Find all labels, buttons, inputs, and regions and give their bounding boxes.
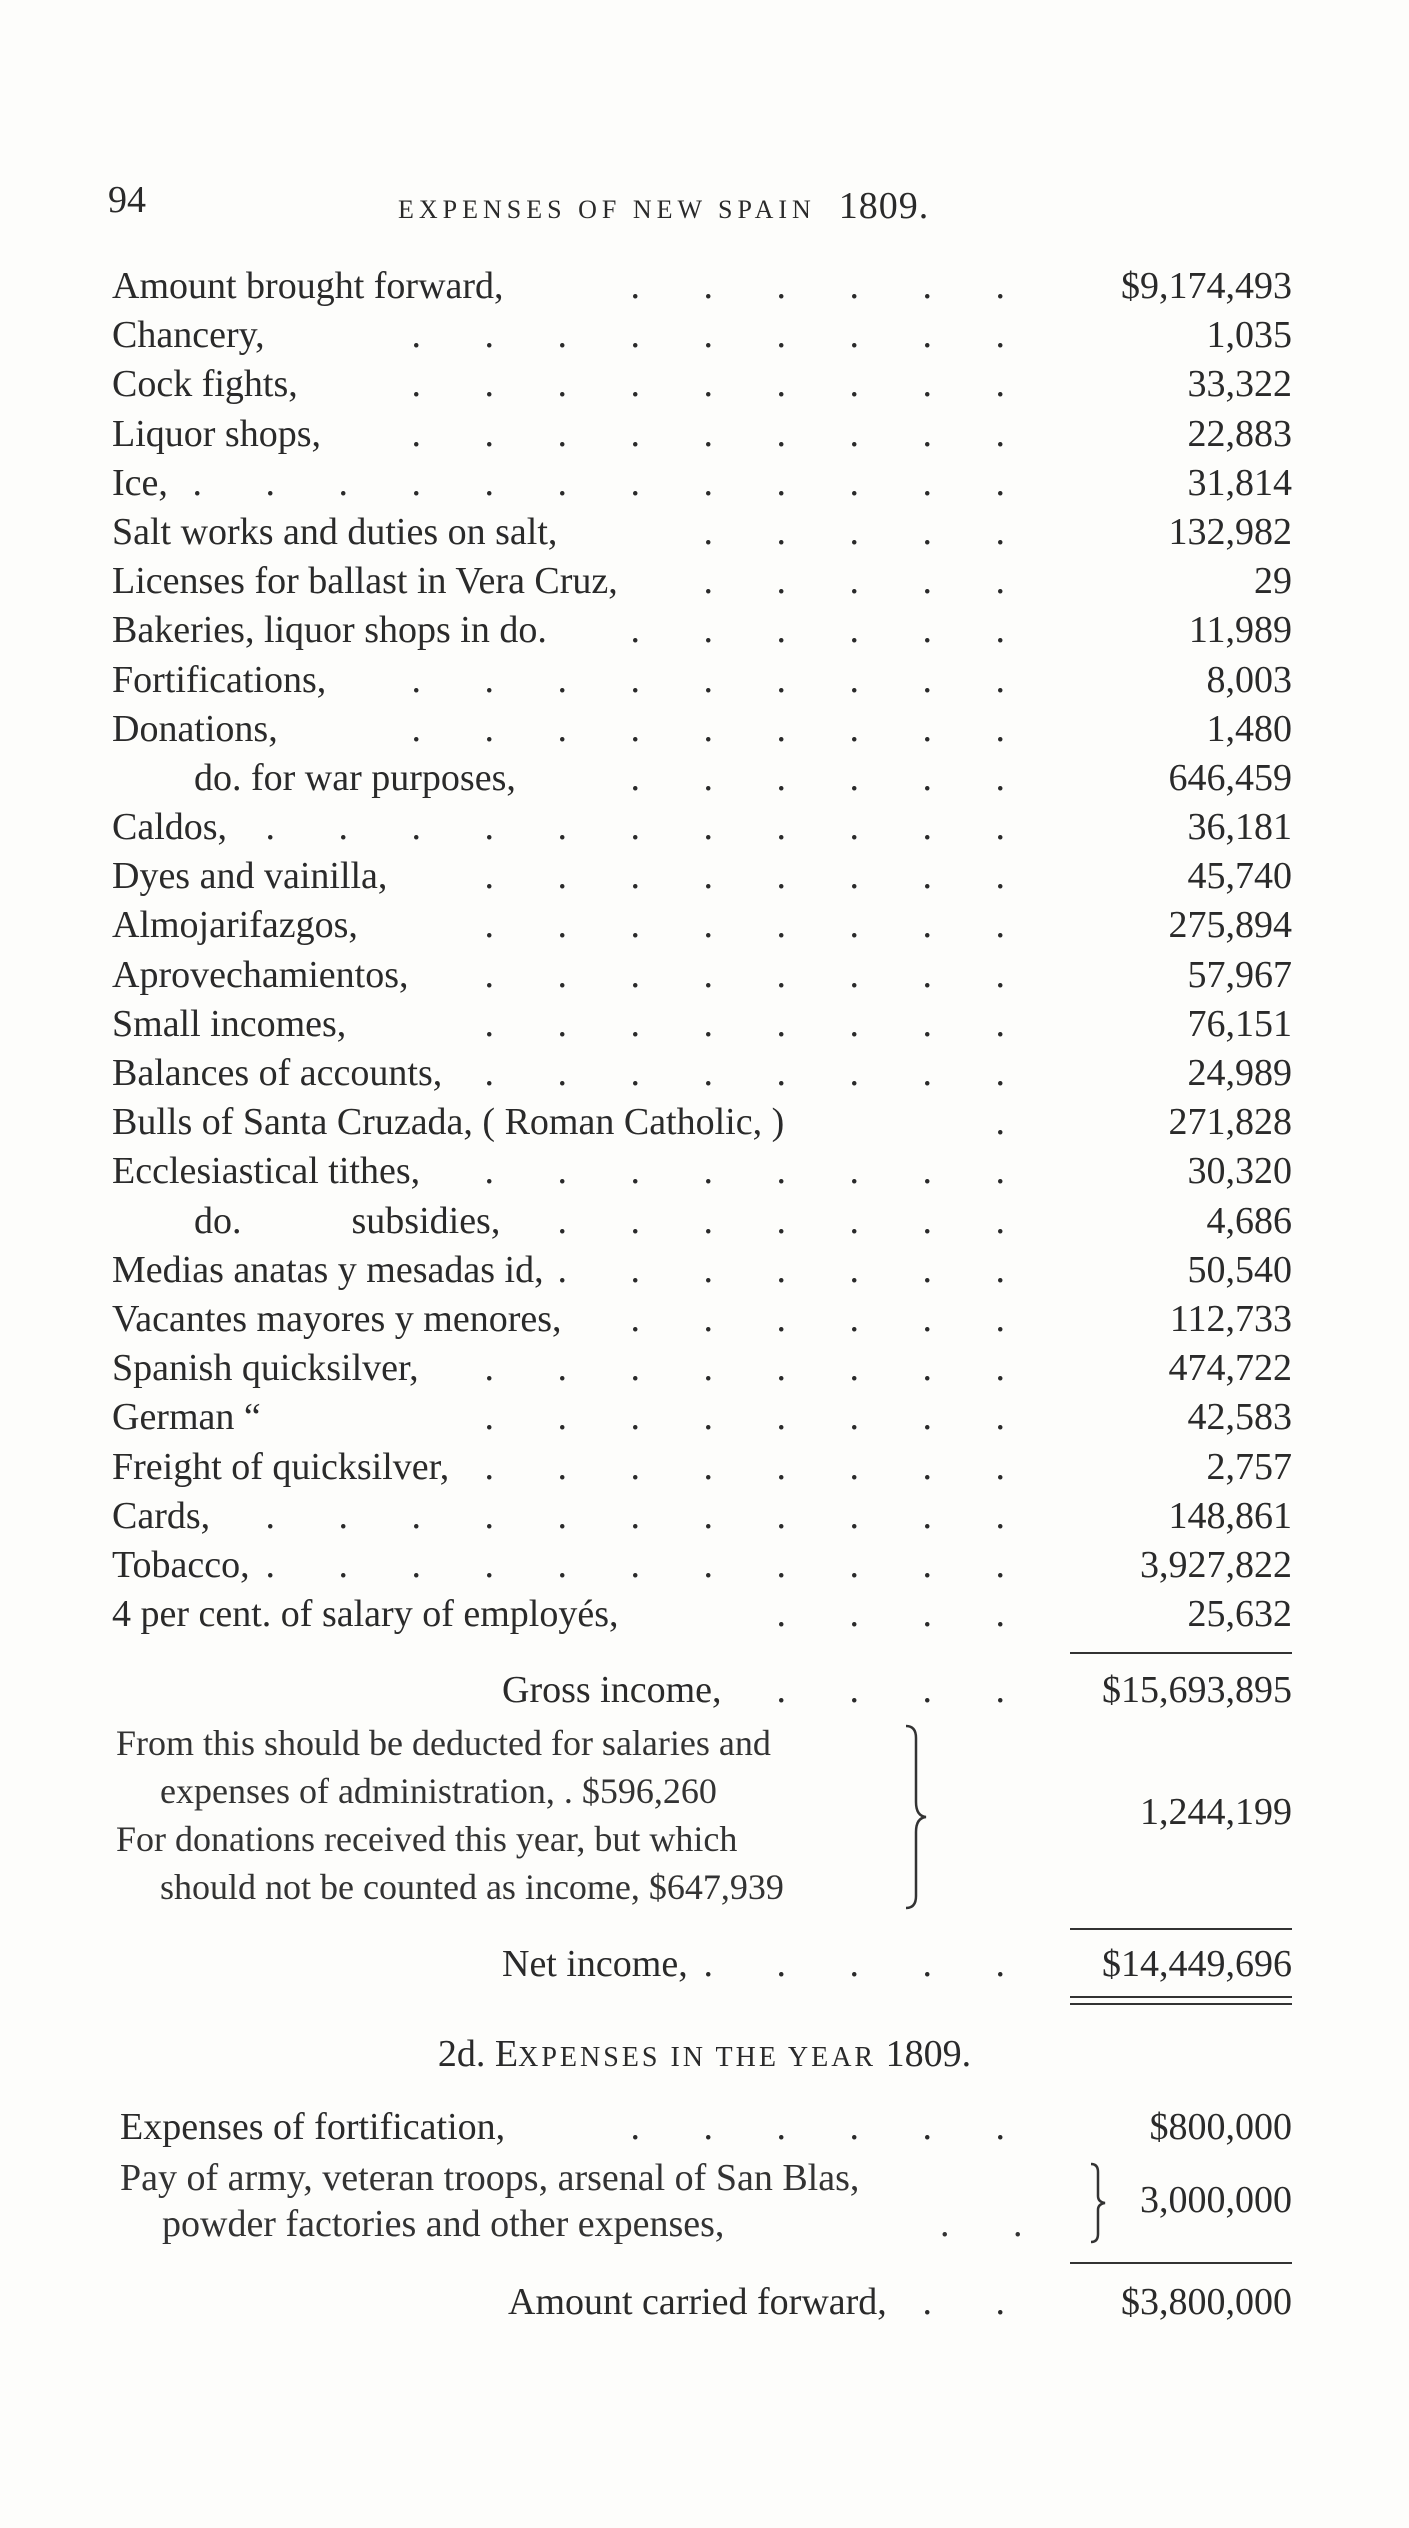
ledger-row-leader-dots: . . . . . . . .: [484, 855, 1032, 898]
net-income-label: Net income,: [502, 1943, 688, 1985]
army-dots: . .: [940, 2203, 1050, 2245]
net-income-amount: $14,449,696: [1102, 1943, 1292, 1985]
ledger-row-amount: 4,686: [1206, 1199, 1292, 1242]
ledger-row-amount: 45,740: [1187, 855, 1292, 898]
ledger-row: [112, 508, 1292, 557]
ledger-row-label: Tobacco,: [112, 1543, 250, 1586]
gross-income-label: Gross income,: [502, 1669, 722, 1711]
ledger-row-label: Licenses for ballast in Vera Cruz,: [112, 560, 618, 603]
ledger-row-leader-dots: . . . . . .: [630, 265, 1032, 307]
ledger-row-amount: 76,151: [1187, 1002, 1292, 1045]
ledger-row-leader-dots: . . . . . . . .: [484, 904, 1032, 947]
ledger-row-amount: $9,174,493: [1121, 265, 1292, 307]
ledger-row-amount: 42,583: [1187, 1396, 1292, 1439]
net-income-dots: . . . . .: [703, 1943, 1032, 1985]
section-title-smallcaps: XPENSES IN THE YEAR: [518, 2042, 877, 2073]
deduction-line-2: expenses of administration, . $596,260: [160, 1771, 717, 1811]
army-line-1: Pay of army, veteran troops, arsenal of San Blas,: [120, 2157, 860, 2199]
ledger-row-leader-dots: . . . . . . . .: [484, 1445, 1032, 1488]
ledger-row-label: Cards,: [112, 1494, 211, 1537]
ledger-row: [112, 311, 1292, 360]
ledger-row-label: Caldos,: [112, 806, 228, 849]
ledger-row-leader-dots: . . . . . . . . .: [411, 412, 1032, 455]
ledger-row-label: Freight of quicksilver,: [112, 1445, 450, 1488]
ledger-row: [112, 606, 1292, 655]
page-header: [108, 178, 1301, 227]
ledger-row-label: Bulls of Santa Cruzada, ( Roman Catholic, ): [112, 1101, 785, 1144]
ledger-row-label: Ice,: [112, 461, 168, 504]
ledger-row-label: Chancery,: [112, 314, 265, 357]
net-rule: [1070, 1928, 1292, 1930]
ledger-row-label: Vacantes mayores y menores,: [112, 1297, 562, 1340]
amount-carried-label: Amount carried forward,: [508, 2281, 887, 2323]
running-title: [398, 184, 929, 228]
ledger-row: [112, 1492, 1292, 1541]
fortification-expense-dots: . . . . . .: [630, 2106, 1032, 2148]
section-initial: E: [494, 2033, 519, 2075]
net-double-rule-bottom: [1070, 2003, 1292, 2005]
ledger-row-label: Ecclesiastical tithes,: [112, 1150, 421, 1193]
ledger-row-amount: 30,320: [1187, 1150, 1292, 1193]
ledger-row-amount: 8,003: [1206, 658, 1292, 701]
ledger-row-label: Liquor shops,: [112, 412, 321, 455]
fortification-expense-row: [120, 2103, 1292, 2152]
ledger-row-leader-dots: . . . . .: [703, 510, 1032, 553]
ledger-row-amount: 1,480: [1206, 707, 1292, 750]
ledger-row-leader-dots: . . . . . . . . . . .: [265, 1543, 1032, 1586]
ledger-row-amount: 2,757: [1206, 1445, 1292, 1488]
carried-rule: [1070, 2262, 1292, 2264]
ledger-row-label: Small incomes,: [112, 1002, 347, 1045]
ledger-row-amount: 22,883: [1187, 412, 1292, 455]
ledger-row-leader-dots: . . . . . .: [630, 756, 1032, 799]
army-line-2: powder factories and other expenses,: [162, 2203, 725, 2245]
amount-carried-amount: $3,800,000: [1121, 2281, 1292, 2323]
ledger-row-label-ditto: do.: [194, 1199, 242, 1242]
ledger-row-label-text: subsidies,: [351, 1199, 501, 1242]
ledger-row-leader-dots: . . . . . . . . .: [411, 707, 1032, 750]
net-income-row: [112, 1940, 1292, 1989]
ledger-row-label: Aprovechamientos,: [112, 953, 409, 996]
ledger-row-amount: 24,989: [1187, 1052, 1292, 1094]
deduction-line-1: From this should be deducted for salaries and: [116, 1723, 771, 1763]
ledger-row-amount: 271,828: [1168, 1101, 1292, 1144]
ledger-row-leader-dots: . . . .: [776, 1593, 1032, 1636]
ledger-row-leader-dots: . . . . . . . .: [484, 1150, 1032, 1193]
ledger-row: [112, 262, 1292, 311]
ledger-row: [112, 1197, 1292, 1246]
ledger-row-leader-dots: . . . . . . . . .: [411, 314, 1032, 357]
ledger-row-leader-dots: . . . . . . .: [557, 1248, 1032, 1291]
ledger-row-leader-dots: . . . . . . . . . . .: [265, 806, 1032, 849]
ledger-row-leader-dots: . . . . . .: [630, 1297, 1032, 1340]
ledger-row-amount: 132,982: [1168, 510, 1292, 553]
ledger-row-amount: 25,632: [1187, 1593, 1292, 1636]
ledger-row-amount: 275,894: [1168, 904, 1292, 947]
fortification-expense-amount: $800,000: [1149, 2106, 1292, 2148]
ledger-row: [112, 1098, 1292, 1147]
ledger-row-leader-dots: . . . . . . . . .: [411, 658, 1032, 701]
section-year: 1809.: [876, 2033, 972, 2075]
income-list: [112, 262, 1292, 1639]
ledger-row-label: Spanish quicksilver,: [112, 1347, 419, 1390]
ledger-row-leader-dots: . . . . . . . .: [484, 1347, 1032, 1390]
ledger-row-leader-dots: . . . . . . . .: [484, 1052, 1032, 1094]
gross-income-dots: . . . .: [776, 1669, 1032, 1711]
ledger-row-amount: 50,540: [1187, 1248, 1292, 1291]
ledger-row: [112, 1541, 1292, 1590]
ledger-row-leader-dots: .: [995, 1101, 1032, 1144]
ledger-row-label: Medias anatas y mesadas id,: [112, 1248, 544, 1291]
subtotal-rule: [1070, 1652, 1292, 1654]
ledger-row-label: 4 per cent. of salary of employés,: [112, 1593, 619, 1636]
ledger-row: [112, 852, 1292, 901]
deduction-amount: 1,244,199: [1140, 1791, 1292, 1833]
ledger-row-label: Bakeries, liquor shops in do.: [112, 609, 547, 652]
ledger-row-leader-dots: . . . . . .: [630, 609, 1032, 652]
ledger-row: [112, 410, 1292, 459]
ledger-row: [112, 803, 1292, 852]
deduction-brace: [902, 1724, 932, 1910]
ledger-row: [112, 705, 1292, 754]
ledger-row-amount: 11,989: [1188, 609, 1292, 652]
ledger-row-amount: 31,814: [1187, 461, 1292, 504]
ledger-row: [112, 1000, 1292, 1049]
ledger-row-leader-dots: . . . . . . . .: [484, 1002, 1032, 1045]
ledger-row-label: Dyes and vainilla,: [112, 855, 388, 898]
fortification-expense-label: Expenses of fortification,: [120, 2106, 506, 2148]
ledger-row-amount: 474,722: [1168, 1347, 1292, 1390]
ledger-row-label: Cock fights,: [112, 363, 298, 406]
ledger-row-leader-dots: . . . . . . . . . . .: [265, 1494, 1032, 1537]
ledger-row-amount: 112,733: [1169, 1297, 1292, 1340]
ledger-row-leader-dots: . . . . .: [703, 560, 1032, 603]
ledger-row: [112, 1246, 1292, 1295]
army-amount: 3,000,000: [1140, 2179, 1292, 2221]
army-brace: [1088, 2162, 1108, 2244]
gross-income-row: [112, 1666, 1292, 1715]
ledger-row: [112, 1393, 1292, 1442]
ledger-row-amount: 33,322: [1187, 363, 1292, 406]
section-prefix: 2d.: [437, 2033, 495, 2075]
ledger-row-leader-dots: . . . . . . . . .: [411, 363, 1032, 406]
gross-income-amount: $15,693,895: [1102, 1669, 1292, 1711]
ledger-row-label: Salt works and duties on salt,: [112, 510, 558, 553]
running-title-year: 1809.: [838, 185, 930, 227]
ledger-row: [112, 1590, 1292, 1639]
ledger-row: [112, 656, 1292, 705]
ledger-row-amount: 3,927,822: [1140, 1543, 1292, 1586]
ledger-row: [112, 901, 1292, 950]
amount-carried-row: [112, 2278, 1292, 2327]
ledger-row-leader-dots: . . . . . . . .: [484, 1396, 1032, 1439]
ledger-row-amount: 36,181: [1187, 806, 1292, 849]
net-double-rule-top: [1070, 1996, 1292, 1998]
ledger-row-amount: 1,035: [1206, 314, 1292, 357]
ledger-row-label: Amount brought forward,: [112, 265, 504, 307]
running-title-text: EXPENSES OF NEW SPAIN: [398, 195, 816, 224]
ledger-row: [112, 459, 1292, 508]
ledger-row-label: Balances of accounts,: [112, 1052, 443, 1094]
ledger-row: [112, 1049, 1292, 1098]
ledger-row: [112, 951, 1292, 1000]
ledger-row-leader-dots: . . . . . . . . . . . .: [192, 461, 1032, 504]
ledger-row: [112, 1344, 1292, 1393]
ledger-row: [112, 557, 1292, 606]
ledger-row-amount: 148,861: [1168, 1494, 1292, 1537]
ledger-row-leader-dots: . . . . . . .: [557, 1199, 1032, 1242]
deduction-line-4: should not be counted as income, $647,939: [160, 1867, 784, 1907]
ledger-row: [112, 754, 1292, 803]
ledger-row-label: Donations,: [112, 707, 278, 750]
ledger-row-label: German “: [112, 1396, 261, 1439]
ledger-row: [112, 1295, 1292, 1344]
ledger-row-leader-dots: . . . . . . . .: [484, 953, 1032, 996]
ledger-row: [112, 1147, 1292, 1196]
ledger-row-label: Fortifications,: [112, 658, 327, 701]
deduction-line-3: For donations received this year, but which: [116, 1819, 738, 1859]
amount-carried-dots: . .: [922, 2281, 1032, 2323]
ledger-row-label: do. for war purposes,: [194, 756, 516, 799]
page-number: 94: [108, 179, 146, 221]
ledger-row-amount: 57,967: [1187, 953, 1292, 996]
ledger-row-amount: 29: [1254, 560, 1292, 603]
ledger-row: [112, 1443, 1292, 1492]
section-heading: [0, 2032, 1409, 2076]
ledger-row-label: Almojarifazgos,: [112, 904, 358, 947]
ledger-row-amount: 646,459: [1168, 756, 1292, 799]
ledger-row: [112, 360, 1292, 409]
